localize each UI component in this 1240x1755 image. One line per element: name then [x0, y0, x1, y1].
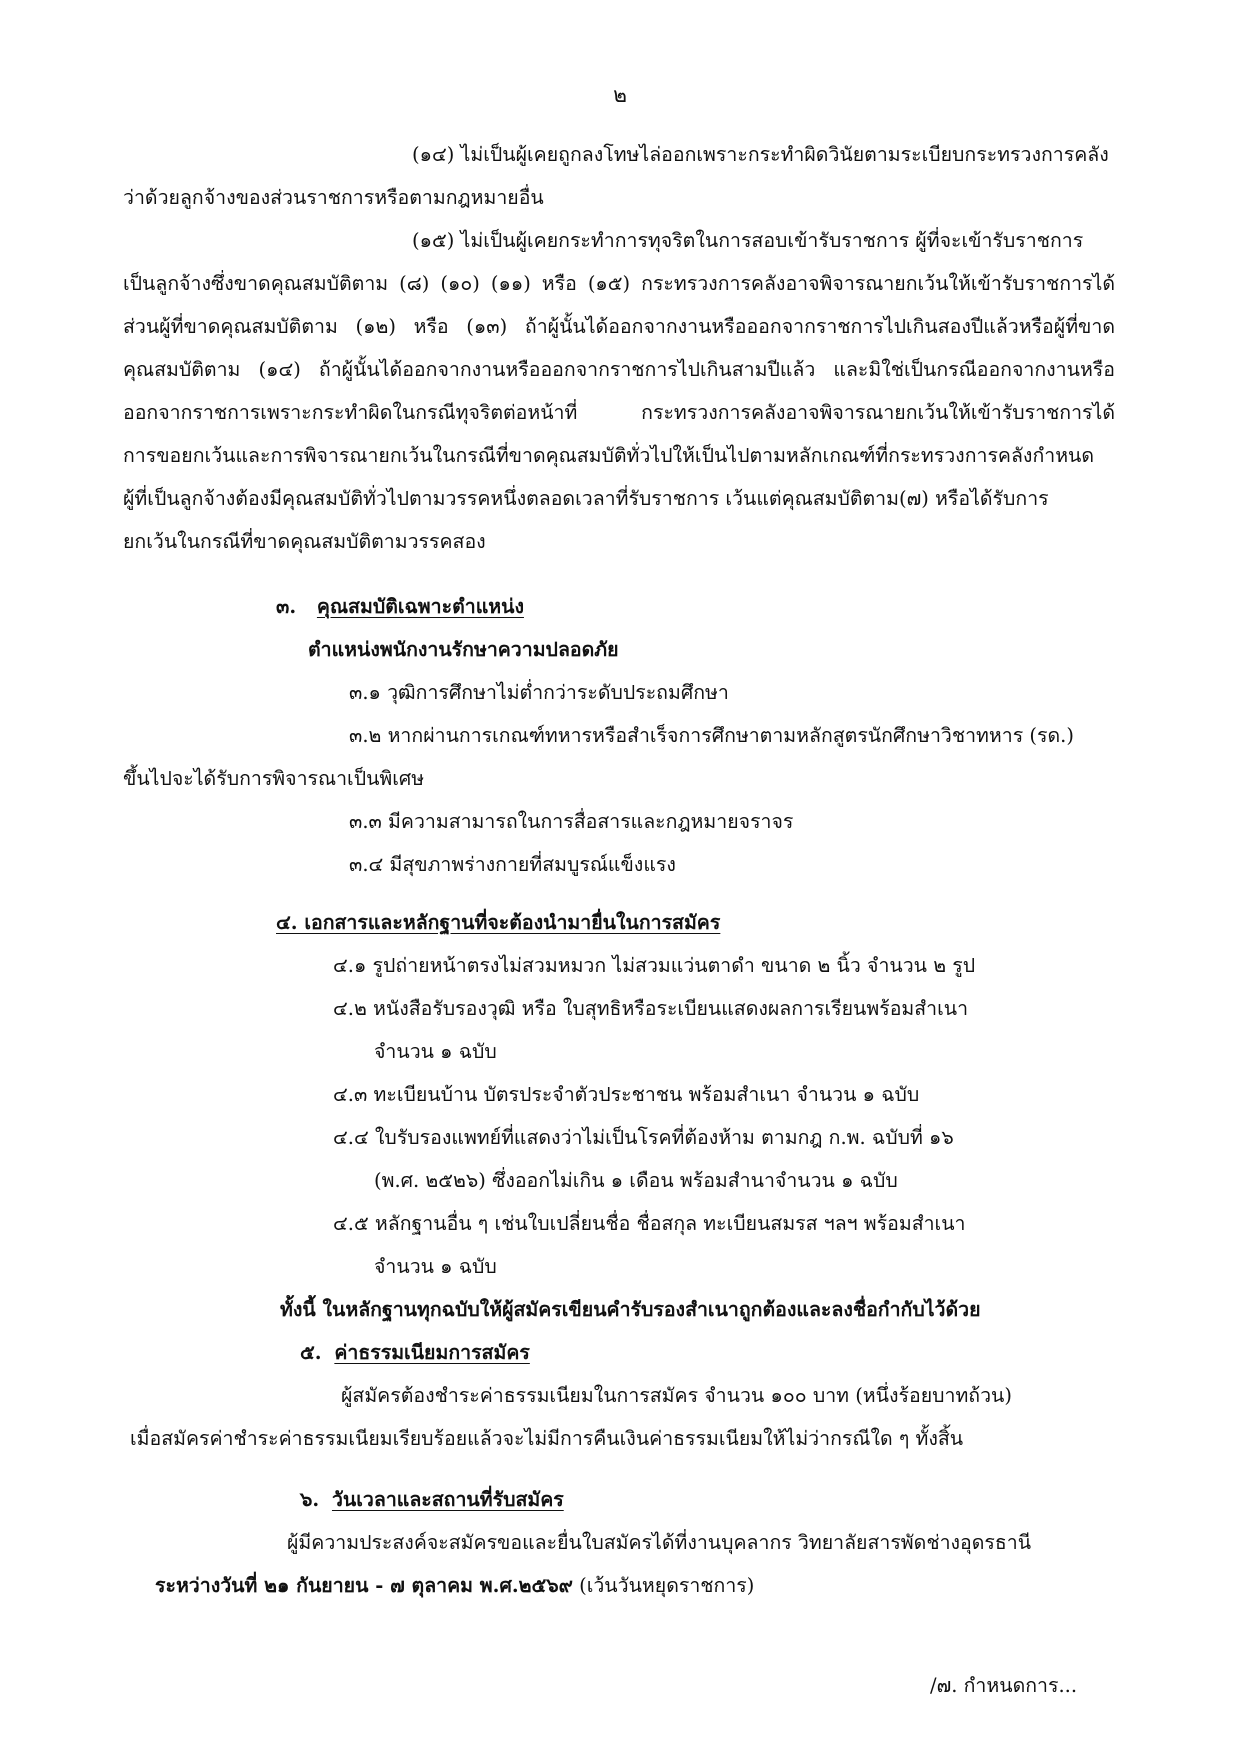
item-15-line-8: ยกเว้นในกรณีที่ขาดคุณสมบัติตามวรรคสอง	[123, 530, 486, 553]
section-5-number: ๕.	[300, 1341, 322, 1364]
section-6-line-1: ผู้มีความประสงค์จะสมัครขอและยื่นใบสมัครได้ที่งานบุคลากร วิทยาลัยสารพัดช่างอุดรธานี	[287, 1531, 1032, 1554]
section-6-date-note: (เว้นวันหยุดราชการ)	[572, 1574, 755, 1597]
item-15-line-5: ออกจากราชการเพราะกระทำผิดในกรณีทุจริตต่อหน้าที่ กระทรวงการคลังอาจพิจารณายกเว้นให้เข้ารับราชการได้	[123, 401, 1115, 424]
item-15-line-3: ส่วนผู้ที่ขาดคุณสมบัติตาม (๑๒) หรือ (๑๓) ถ้าผู้นั้นได้ออกจากงานหรือออกจากราชการไปเกินสองปีแล้วหรือผู้ที่ขาด	[123, 315, 1115, 338]
section-3-title: คุณสมบัติเฉพาะตำแหน่ง	[316, 595, 524, 618]
section-4-item-5-cont: จำนวน ๑ ฉบับ	[374, 1255, 497, 1278]
section-3-heading	[276, 594, 524, 619]
section-4-item-1: ๔.๑ รูปถ่ายหน้าตรงไม่สวมหมวก ไม่สวมแว่นตาดำ ขนาด ๒ นิ้ว จำนวน ๒ รูป	[333, 954, 976, 977]
section-3-item-4: ๓.๔ มีสุขภาพร่างกายที่สมบูรณ์แข็งแรง	[349, 853, 676, 876]
section-4-item-4: ๔.๔ ใบรับรองแพทย์ที่แสดงว่าไม่เป็นโรคที่ต้องห้าม ตามกฎ ก.พ. ฉบับที่ ๑๖	[333, 1126, 954, 1149]
section-6-title: วันเวลาและสถานที่รับสมัคร	[331, 1488, 564, 1511]
section-4-item-4-cont: (พ.ศ. ๒๕๒๖) ซึ่งออกไม่เกิน ๑ เดือน พร้อมสำนาจำนวน ๑ ฉบับ	[374, 1169, 898, 1192]
section-5-title: ค่าธรรมเนียมการสมัคร	[334, 1341, 530, 1364]
section-3-item-1: ๓.๑ วุฒิการศึกษาไม่ต่ำกว่าระดับประถมศึกษา	[349, 681, 729, 704]
item-14-line-2: ว่าด้วยลูกจ้างของส่วนราชการหรือตามกฎหมายอื่น	[123, 186, 544, 209]
section-6-number: ๖.	[300, 1488, 320, 1511]
section-4-item-2: ๔.๒ หนังสือรับรองวุฒิ หรือ ใบสุทธิหรือระเบียนแสดงผลการเรียนพร้อมสำเนา	[333, 997, 969, 1020]
section-6-date-line	[155, 1573, 754, 1598]
section-5-line-2: เมื่อสมัครค่าชำระค่าธรรมเนียมเรียบร้อยแล้วจะไม่มีการคืนเงินค่าธรรมเนียมให้ไม่ว่ากรณีใด ๆ ทั้งสิ้น	[130, 1427, 964, 1450]
section-4-item-5: ๔.๕ หลักฐานอื่น ๆ เช่นใบเปลี่ยนชื่อ ชื่อสกุล ทะเบียนสมรส ฯลฯ พร้อมสำเนา	[333, 1212, 966, 1235]
section-4-note: ทั้งนี้ ในหลักฐานทุกฉบับให้ผู้สมัครเขียนคำรับรองสำเนาถูกต้องและลงชื่อกำกับไว้ด้วย	[280, 1298, 981, 1321]
item-15-line-1: (๑๕) ไม่เป็นผู้เคยกระทำการทุจริตในการสอบเข้ารับราชการ ผู้ที่จะเข้ารับราชการ	[412, 229, 1084, 252]
section-6-date-range: ระหว่างวันที่ ๒๑ กันยายน - ๗ ตุลาคม พ.ศ.๒๕๖๙	[155, 1574, 573, 1597]
position-title: ตำแหน่งพนักงานรักษาความปลอดภัย	[308, 638, 619, 661]
continuation-marker: /๗. กำหนดการ...	[930, 1674, 1078, 1697]
section-6-heading	[300, 1487, 564, 1512]
item-15-line-4: คุณสมบัติตาม (๑๔) ถ้าผู้นั้นได้ออกจากงานหรือออกจากราชการไปเกินสามปีแล้ว และมิใช่เป็นกรณีออกจากงานหรือ	[123, 358, 1115, 381]
item-15-line-6: การขอยกเว้นและการพิจารณายกเว้นในกรณีที่ขาดคุณสมบัติทั่วไปให้เป็นไปตามหลักเกณฑ์ที่กระทรวงการคลังกำหนด	[123, 444, 1095, 467]
section-5-line-1: ผู้สมัครต้องชำระค่าธรรมเนียมในการสมัคร จำนวน ๑๐๐ บาท (หนึ่งร้อยบาทถ้วน)	[341, 1384, 1012, 1407]
section-3-item-3: ๓.๓ มีความสามารถในการสื่อสารและกฎหมายจราจร	[349, 810, 794, 833]
section-3-item-2-cont: ขึ้นไปจะได้รับการพิจารณาเป็นพิเศษ	[123, 767, 425, 790]
item-15-line-2: เป็นลูกจ้างซึ่งขาดคุณสมบัติตาม (๘) (๑๐) (๑๑) หรือ (๑๕) กระทรวงการคลังอาจพิจารณายกเว้นให้เข้ารับราชการได้	[123, 272, 1115, 295]
page-number: ๒	[613, 83, 627, 107]
section-5-heading	[300, 1340, 530, 1365]
section-3-item-2: ๓.๒ หากผ่านการเกณฑ์ทหารหรือสำเร็จการศึกษาตามหลักสูตรนักศึกษาวิชาทหาร (รด.)	[349, 724, 1074, 747]
item-14-line-1: (๑๔) ไม่เป็นผู้เคยถูกลงโทษไล่ออกเพราะกระทำผิดวินัยตามระเบียบกระทรวงการคลัง	[412, 143, 1109, 166]
section-4-heading: ๔. เอกสารและหลักฐานที่จะต้องนำมายื่นในการสมัคร	[276, 911, 721, 934]
section-4-item-3: ๔.๓ ทะเบียนบ้าน บัตรประจำตัวประชาชน พร้อมสำเนา จำนวน ๑ ฉบับ	[333, 1083, 920, 1106]
item-15-line-7: ผู้ที่เป็นลูกจ้างต้องมีคุณสมบัติทั่วไปตามวรรคหนึ่งตลอดเวลาที่รับราชการ เว้นแต่คุณสมบัติตาม(๗) หรือได้รับการ	[123, 487, 1049, 510]
section-3-number: ๓.	[276, 595, 297, 618]
section-4-item-2-cont: จำนวน ๑ ฉบับ	[374, 1040, 497, 1063]
